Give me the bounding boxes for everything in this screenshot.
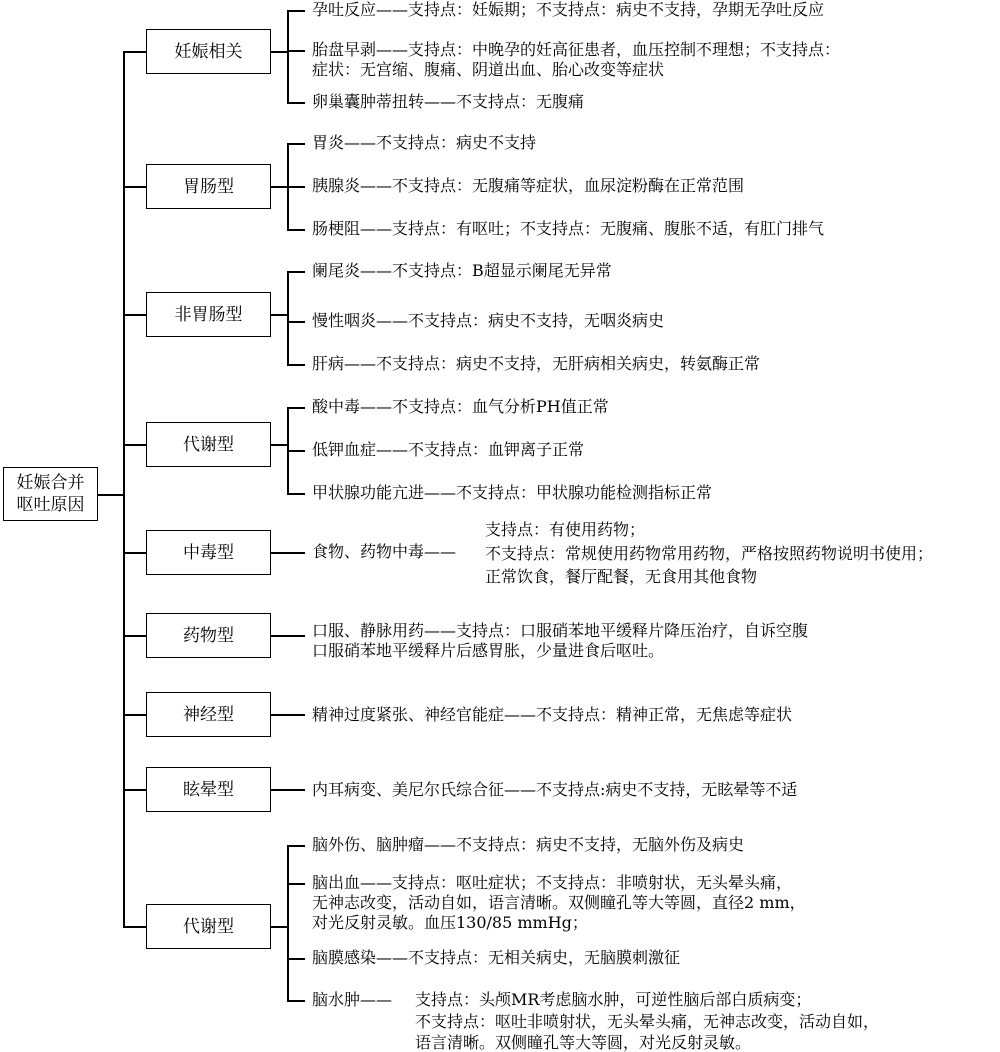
branch-stub (271, 51, 287, 53)
branch-spine (287, 271, 289, 364)
branch-tick (287, 321, 305, 323)
branch-tick (287, 229, 305, 231)
category-label: 中毒型 (183, 542, 234, 563)
root-node (3, 467, 98, 521)
category-label: 药物型 (183, 625, 234, 646)
item-text: 肠梗阻——支持点：有呕吐；不支持点：无腹痛、腹胀不适，有肛门排气 (312, 219, 825, 238)
item-text: 支持点：头颅MR考虑脑水肿，可逆性脑后部白质病变； (415, 990, 812, 1009)
main-spine (123, 51, 125, 926)
branch-spine (287, 845, 289, 1000)
branch-tick (287, 450, 305, 452)
item-text: 脑外伤、脑肿瘤——不支持点：病史不支持，无脑外伤及病史 (312, 835, 745, 854)
branch-tick (287, 883, 305, 885)
item-text: 胃炎——不支持点：病史不支持 (312, 133, 537, 152)
branch-tick (287, 1000, 305, 1002)
category-label: 胃肠型 (183, 176, 234, 197)
branch-tick (287, 845, 305, 847)
item-text: 精神过度紧张、神经官能症——不支持点：精神正常，无焦虑等症状 (312, 705, 793, 724)
item-text: 慢性咽炎——不支持点：病史不支持，无咽炎病史 (312, 311, 665, 330)
branch-tick (287, 186, 305, 188)
category-node (146, 422, 271, 467)
cat-connector (123, 314, 146, 316)
branch-tick (287, 958, 305, 960)
item-text: 正常饮食，餐厅配餐，无食用其他食物 (485, 567, 758, 586)
item-text: 不支持点：常规使用药物常用药物，严格按照药物说明书使用； (485, 544, 934, 563)
root-label-line-2: 呕吐原因 (16, 495, 85, 515)
branch-tick (287, 10, 305, 12)
category-node (146, 164, 271, 209)
branch-tick (287, 50, 305, 52)
cat-connector (123, 552, 146, 554)
item-text: 脑膜感染——不支持点：无相关病史，无脑膜刺激征 (312, 948, 681, 967)
branch-stub (271, 714, 305, 716)
cat-connector (123, 444, 146, 446)
item-text: 无神志改变，活动自如，语言清晰。双侧瞳孔等大等圆，直径2 mm， (312, 893, 806, 912)
branch-stub (271, 635, 305, 637)
cat-connector (123, 714, 146, 716)
item-text: 肝病——不支持点：病史不支持，无肝病相关病史，转氨酶正常 (312, 354, 761, 373)
item-text: 胎盘早剥——支持点：中晚孕的妊高征患者，血压控制不理想；不支持点： (312, 40, 841, 59)
item-text: 对光反射灵敏。血压130/85 mmHg； (312, 913, 588, 932)
branch-stub (271, 186, 287, 188)
branch-tick (287, 364, 305, 366)
item-text: 口服硝苯地平缓释片后感胃胀，少量进食后呕吐。 (312, 641, 665, 660)
branch-stub (271, 444, 287, 446)
item-text: 口服、静脉用药——支持点：口服硝苯地平缓释片降压治疗，自诉空腹 (312, 621, 809, 640)
cat-connector (123, 186, 146, 188)
category-node (146, 613, 271, 658)
item-text: 酸中毒——不支持点：血气分析PH值正常 (312, 397, 609, 416)
item-text: 卵巢囊肿蒂扭转——不支持点：无腹痛 (312, 92, 585, 111)
item-text: 症状：无宫缩、腹痛、阴道出血、胎心改变等症状 (312, 60, 665, 79)
category-node (146, 767, 271, 812)
item-text: 脑出血——支持点：呕吐症状；不支持点：非喷射状，无头晕头痛， (312, 873, 793, 892)
category-node (146, 692, 271, 737)
item-text: 孕吐反应——支持点：妊娠期；不支持点：病史不支持，孕期无孕吐反应 (312, 0, 825, 19)
category-node (146, 292, 271, 337)
item-text: 阑尾炎——不支持点：B超显示阑尾无异常 (312, 261, 612, 280)
item-text: 胰腺炎——不支持点：无腹痛等症状，血尿淀粉酶在正常范围 (312, 176, 745, 195)
branch-tick (287, 143, 305, 145)
branch-tick (287, 102, 305, 104)
item-text: 甲状腺功能亢进——不支持点：甲状腺功能检测指标正常 (312, 483, 713, 502)
item-text: 支持点：有使用药物； (485, 520, 646, 539)
category-label: 代谢型 (183, 916, 234, 937)
item-text: 不支持点：呕吐非喷射状，无头晕头痛，无神志改变，活动自如， (415, 1012, 880, 1031)
branch-spine (287, 10, 289, 102)
root-connector (98, 494, 123, 496)
branch-tick (287, 407, 305, 409)
category-label: 神经型 (183, 704, 234, 725)
category-label: 妊娠相关 (174, 41, 243, 62)
root-label-line-1: 妊娠合并 (16, 473, 85, 493)
category-node (146, 29, 271, 74)
cat-connector (123, 635, 146, 637)
category-label: 眩晕型 (183, 779, 234, 800)
cat-connector (123, 51, 146, 53)
item-label: 脑水肿—— (312, 990, 393, 1009)
cat-connector (123, 789, 146, 791)
item-text: 低钾血症——不支持点：血钾离子正常 (312, 440, 585, 459)
item-text: 语言清晰。双侧瞳孔等大等圆，对光反射灵敏。 (415, 1033, 752, 1052)
branch-tick (287, 493, 305, 495)
item-label: 食物、药物中毒—— (312, 542, 457, 561)
branch-stub (271, 552, 305, 554)
cat-connector (123, 926, 146, 928)
category-node (146, 530, 271, 575)
branch-stub (271, 314, 287, 316)
branch-stub (271, 926, 287, 928)
category-label: 非胃肠型 (174, 304, 243, 325)
item-text: 内耳病变、美尼尔氏综合征——不支持点:病史不支持，无眩晕等不适 (312, 780, 798, 799)
category-label: 代谢型 (183, 434, 234, 455)
category-node (146, 904, 271, 949)
branch-tick (287, 271, 305, 273)
branch-stub (271, 789, 305, 791)
